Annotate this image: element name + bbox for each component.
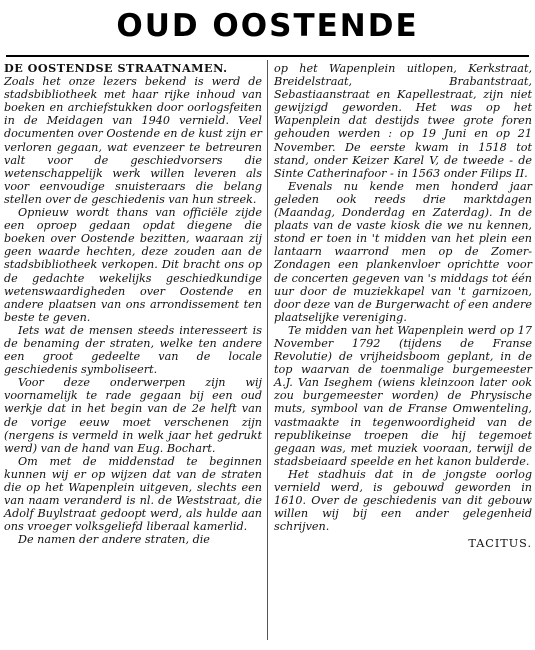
- paragraph: Zoals het onze lezers bekend is werd de stadsbibliotheek met haar rijke inhoud van boeken en archiefstukken door oorlogsfeiten in de Meidagen van 1940 vernield. Veel documenten over Oostende en de kust zijn er verloren gegaan, wat evenzeer te betreuren valt voor de geschiedvorsers die wetenschappelijk werk willen leveren als voor eenvoudige snuisteraars die belang stellen over de geschiedenis van hun streek.: [4, 75, 262, 206]
- paragraph: Voor deze onderwerpen zijn wij voornamelijk te rade gegaan bij een oud werkje dat in het begin van de 2e helft van de vorige eeuw moet verschenen zijn (nergens is vermeld in welk jaar het gedrukt werd) van de hand van Eug. Bochart.: [4, 376, 262, 455]
- signature: TACITUS.: [468, 537, 532, 551]
- paragraph: Om met de middenstad te beginnen kunnen wij er op wijzen dat van de straten die op het Wapenplein uitgeven, slechts een van naam veranderd is nl. de Weststraat, die Adolf Buylstraat gedoopt werd, als hulde aan ons vroeger volksgeliefd liberaal kamerlid.: [4, 454, 262, 534]
- paragraph: Te midden van het Wapenplein werd op 17 November 1792 (tijdens de Franse Revolutie) de vrijheidsboom geplant, in de top waarvan de toenmalige burgemeester A.J. Van Iseghem (wiens kleinzoon later ook zou burgemeester worden) de Phrysische muts, symbool van de Franse Omwenteling, vastmaakte in tegenwoordigheid van de republikeinse troepen die hij tegemoet gegaan was, met muziek vooraan, terwijl de stadsbeiaard speelde en het kanon bulderde.: [274, 323, 532, 468]
- paragraph: Evenals nu kende men honderd jaar geleden ook reeds drie marktdagen (Maandag, Donderdag en Zaterdag). In de plaats van de vaste kiosk die we nu kennen, stond er toen in 't midden van het plein een lantaarn waarrond men op de Zomer-Zondagen een plankenvloer oprichtte voor de concerten gegeven van 's middags tot één uur door de muziekkapel van 't garnizoen, door deze van de Burgerwacht of een andere plaatselijke vereniging.: [274, 179, 532, 324]
- article-headline: DE OOSTENDSE STRAATNAMEN.: [4, 61, 228, 75]
- paragraph: Opnieuw wordt thans van officiële zijde een oproep gedaan opdat diegene die boeken over Oostende bezitten, waaraan zij geen waarde hechten, deze zouden aan de stadsbibliotheek verkopen. Dit bracht ons op de gedachte wekelijks geschiedkundige wetenswaardigheden over Oostende en andere plaatsen van ons arrondissement ten beste te geven.: [4, 206, 262, 324]
- paragraph: Het stadhuis dat in de jongste oorlog vernield werd, is gebouwd geworden in 1610. Over de geschiedenis van dit gebouw willen wij bij een ander gelegenheid schrijven.: [274, 467, 532, 534]
- paragraph: op het Wapenplein uitlopen, Kerkstraat, Breidelstraat, Brabantstraat, Sebastiaanstraat en Kapellestraat, zijn niet gewijzigd geworden. Het was op het Wapenplein dat destijds twee grote foren gehouden werden : op 19 Juni en op 21 November. De eerste kwam in 1518 tot stand, onder Keizer Karel V, de tweede - de Sinte Catherinafoor - in 1563 onder Filips II.: [274, 62, 532, 180]
- page-title: OUD OOSTENDE: [116, 8, 419, 44]
- paragraph: Iets wat de mensen steeds interesseert is de benaming der straten, welke ten andere een groot gedeelte van de locale geschiedenis symboliseert.: [4, 323, 262, 377]
- title-rule: [6, 55, 529, 57]
- column-divider: [267, 60, 268, 640]
- article-column-right: [274, 62, 532, 550]
- paragraph: De namen der andere straten, die: [18, 533, 210, 547]
- article-column-left: [4, 62, 262, 546]
